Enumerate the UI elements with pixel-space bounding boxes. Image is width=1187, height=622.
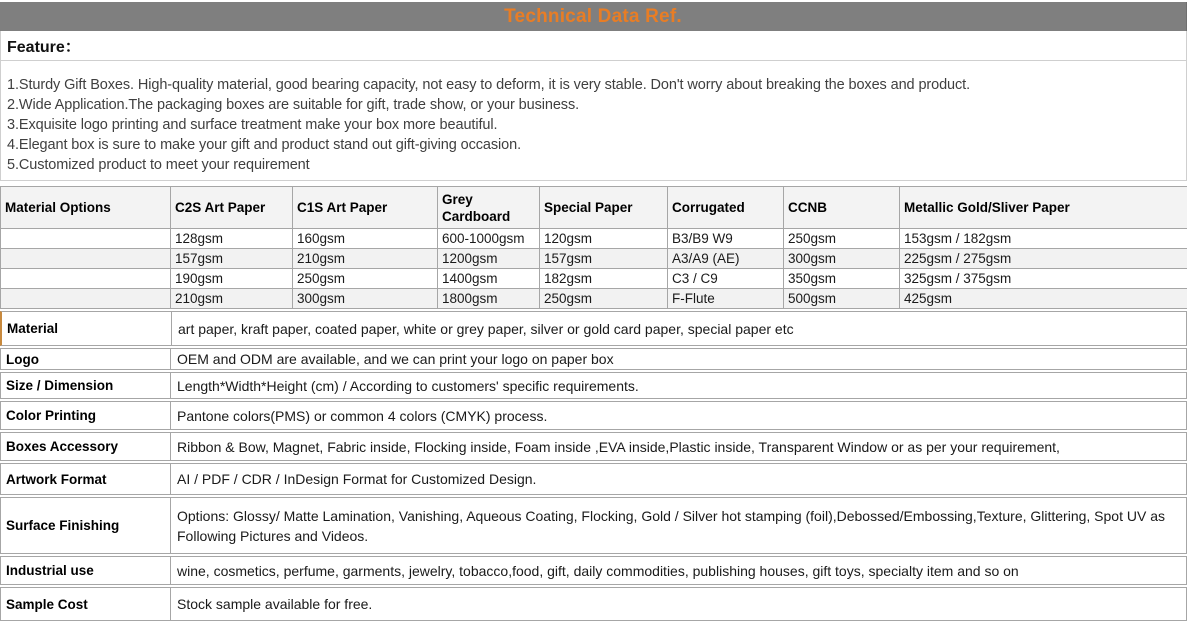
materials-table	[0, 186, 1187, 309]
materials-column-header: Special Paper	[540, 187, 668, 229]
materials-column-header: Metallic Gold/Sliver Paper	[900, 187, 1187, 229]
spec-row-value: OEM and ODM are available, and we can print your logo on paper box	[171, 349, 1186, 369]
materials-cell: 153gsm / 182gsm	[900, 229, 1187, 249]
page-title: Technical Data Ref.	[504, 6, 682, 28]
materials-header-row	[1, 187, 1187, 229]
materials-cell: B3/B9 W9	[668, 229, 784, 249]
spec-row-label: Industrial use	[1, 557, 171, 584]
materials-cell: 500gsm	[784, 289, 900, 309]
feature-item: 3.Exquisite logo printing and surface treatment make your box more beautiful.	[7, 115, 1186, 135]
spec-row-label: Color Printing	[1, 402, 171, 429]
spec-row-value: Ribbon & Bow, Magnet, Fabric inside, Flocking inside, Foam inside ,EVA inside,Plastic inside, Transparent Window or as per your requirement,	[171, 433, 1186, 460]
spec-row	[0, 587, 1187, 621]
spec-row-value: AI / PDF / CDR / InDesign Format for Customized Design.	[171, 464, 1186, 494]
materials-cell	[1, 289, 171, 309]
materials-cell: 1800gsm	[438, 289, 540, 309]
spec-row	[0, 348, 1187, 370]
feature-item: 2.Wide Application.The packaging boxes are suitable for gift, trade show, or your business.	[7, 95, 1186, 115]
spec-row-value: Options: Glossy/ Matte Lamination, Vanishing, Aqueous Coating, Flocking, Gold / Silver hot stamping (foil),Debossed/Embossing,Texture, Glittering, Spot UV as Following Pictures and Videos.	[171, 498, 1186, 553]
materials-data-row	[1, 269, 1187, 289]
materials-cell: 210gsm	[293, 249, 438, 269]
spec-row-label: Size / Dimension	[1, 373, 171, 398]
materials-cell: C3 / C9	[668, 269, 784, 289]
spec-row-value: Length*Width*Height (cm) / According to customers' specific requirements.	[171, 373, 1186, 398]
materials-cell	[1, 249, 171, 269]
materials-column-header: Grey Cardboard	[438, 187, 540, 229]
materials-cell: 190gsm	[171, 269, 293, 289]
materials-cell: 225gsm / 275gsm	[900, 249, 1187, 269]
feature-item: 1.Sturdy Gift Boxes. High-quality material, good bearing capacity, not easy to deform, it is very stable. Don't worry about breaking the boxes and product.	[7, 75, 1186, 95]
spec-row	[0, 432, 1187, 461]
spec-row-label: Logo	[1, 349, 171, 369]
spec-row	[0, 556, 1187, 585]
spec-row-value: Stock sample available for free.	[171, 588, 1186, 620]
materials-data-row	[1, 249, 1187, 269]
spec-row-value: art paper, kraft paper, coated paper, white or grey paper, silver or gold card paper, special paper etc	[172, 312, 1186, 345]
feature-label: Feature：	[7, 34, 81, 57]
spec-row-label: Artwork Format	[1, 464, 171, 494]
materials-data-row	[1, 289, 1187, 309]
materials-cell: 600-1000gsm	[438, 229, 540, 249]
spec-row-label: Boxes Accessory	[1, 433, 171, 460]
materials-column-header: CCNB	[784, 187, 900, 229]
materials-cell: 250gsm	[784, 229, 900, 249]
materials-cell: 210gsm	[171, 289, 293, 309]
materials-cell: 128gsm	[171, 229, 293, 249]
spec-row-label: Surface Finishing	[1, 498, 171, 553]
spec-row-value: Pantone colors(PMS) or common 4 colors (CMYK) process.	[171, 402, 1186, 429]
spec-row	[0, 497, 1187, 554]
materials-cell: 157gsm	[540, 249, 668, 269]
spec-row	[0, 463, 1187, 495]
materials-data-row	[1, 229, 1187, 249]
spec-row-label: Material	[2, 312, 172, 345]
materials-cell: 160gsm	[293, 229, 438, 249]
feature-list	[0, 61, 1187, 181]
materials-cell: 250gsm	[540, 289, 668, 309]
materials-cell: 182gsm	[540, 269, 668, 289]
feature-item: 5.Customized product to meet your requirement	[7, 155, 1186, 175]
materials-cell: 325gsm / 375gsm	[900, 269, 1187, 289]
materials-cell: 350gsm	[784, 269, 900, 289]
materials-cell	[1, 269, 171, 289]
materials-cell: F-Flute	[668, 289, 784, 309]
materials-column-header: Material Options	[1, 187, 171, 229]
materials-cell: 1400gsm	[438, 269, 540, 289]
materials-column-header: C1S Art Paper	[293, 187, 438, 229]
materials-cell: 425gsm	[900, 289, 1187, 309]
spec-row-value: wine, cosmetics, perfume, garments, jewelry, tobacco,food, gift, daily commodities, publishing houses, gift toys, specialty item and so on	[171, 557, 1186, 584]
materials-cell	[1, 229, 171, 249]
spec-row	[0, 401, 1187, 430]
title-bar	[0, 2, 1187, 31]
materials-cell: 300gsm	[293, 289, 438, 309]
materials-cell: 250gsm	[293, 269, 438, 289]
materials-cell: 157gsm	[171, 249, 293, 269]
materials-cell: 1200gsm	[438, 249, 540, 269]
materials-cell: 120gsm	[540, 229, 668, 249]
materials-cell: A3/A9 (AE)	[668, 249, 784, 269]
materials-column-header: Corrugated	[668, 187, 784, 229]
materials-cell: 300gsm	[784, 249, 900, 269]
feature-item: 4.Elegant box is sure to make your gift and product stand out gift-giving occasion.	[7, 135, 1186, 155]
feature-section-header	[0, 31, 1187, 61]
spec-row	[0, 311, 1187, 346]
spec-table	[0, 311, 1187, 621]
spec-row-label: Sample Cost	[1, 588, 171, 620]
spec-row	[0, 372, 1187, 399]
materials-column-header: C2S Art Paper	[171, 187, 293, 229]
